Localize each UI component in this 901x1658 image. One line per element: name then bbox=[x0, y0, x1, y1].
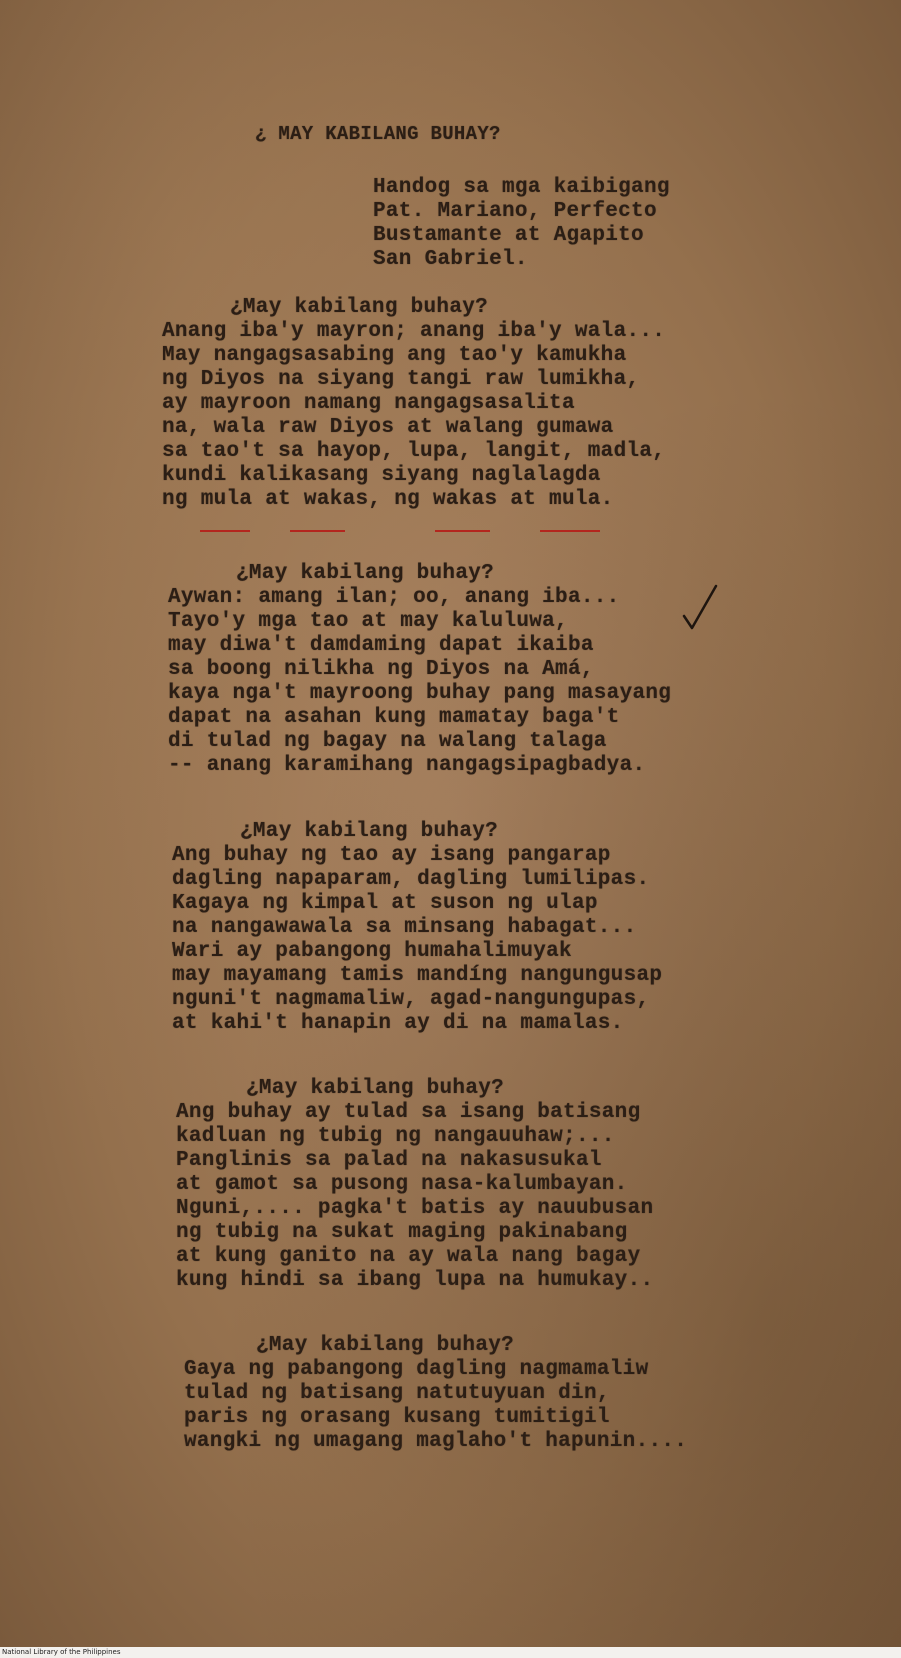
verse-line: at kahi't hanapin ay di na mamalas. bbox=[172, 1012, 624, 1035]
verse-line: Ang buhay ay tulad sa isang batisang bbox=[176, 1101, 641, 1124]
stanza-question: ¿May kabilang buhay? bbox=[230, 296, 489, 319]
stanza-2 bbox=[168, 562, 671, 778]
verse-line: ng Diyos na siyang tangi raw lumikha, bbox=[162, 368, 640, 391]
verse-line: Ang buhay ng tao ay isang pangarap bbox=[172, 844, 611, 867]
verse-line: dapat na asahan kung mamatay baga't bbox=[168, 706, 620, 729]
verse-line: Panglinis sa palad na nakasusukal bbox=[176, 1149, 602, 1172]
stanza-5 bbox=[184, 1334, 687, 1454]
verse-line: nguni't nagmamaliw, agad-nangungupas, bbox=[172, 988, 650, 1011]
verse-line: may mayamang tamis mandíng nangungusap bbox=[172, 964, 663, 987]
verse-line: Anang iba'y mayron; anang iba'y wala... bbox=[162, 320, 666, 343]
verse-line: Aywan: amang ilan; oo, anang iba... bbox=[168, 586, 620, 609]
stanza-question: ¿May kabilang buhay? bbox=[246, 1077, 505, 1100]
verse-line: na, wala raw Diyos at walang gumawa bbox=[162, 416, 614, 439]
verse-line: Nguni,.... pagka't batis ay nauubusan bbox=[176, 1197, 654, 1220]
verse-line: kundi kalikasang siyang naglalagda bbox=[162, 464, 601, 487]
verse-line: kadluan ng tubig ng nangauuhaw;... bbox=[176, 1125, 615, 1148]
verse-line: sa boong nilikha ng Diyos na Amá, bbox=[168, 658, 594, 681]
verse-line: wangki ng umagang maglaho't hapunin.... bbox=[184, 1430, 688, 1453]
dedication-line: Handog sa mga kaibigang bbox=[373, 176, 670, 199]
footer-bar bbox=[0, 1647, 901, 1658]
verse-line: Tayo'y mga tao at may kaluluwa, bbox=[168, 610, 568, 633]
verse-line: May nangagsasabing ang tao'y kamukha bbox=[162, 344, 627, 367]
verse-line: at kung ganito na ay wala nang bagay bbox=[176, 1245, 641, 1268]
verse-line: ay mayroon namang nangagsasalita bbox=[162, 392, 575, 415]
stanza-question: ¿May kabilang buhay? bbox=[236, 562, 495, 585]
verse-line: may diwa't damdaming dapat ikaiba bbox=[168, 634, 594, 657]
verse-line: ng mula at wakas, ng wakas at mula. bbox=[162, 488, 614, 511]
verse-line: Wari ay pabangong humahalimuyak bbox=[172, 940, 572, 963]
verse-line: kaya nga't mayroong buhay pang masayang bbox=[168, 682, 672, 705]
verse-line: Kagaya ng kimpal at suson ng ulap bbox=[172, 892, 598, 915]
verse-line: at gamot sa pusong nasa-kalumbayan. bbox=[176, 1173, 628, 1196]
dedication-line: Bustamante at Agapito bbox=[373, 224, 644, 247]
dedication-line: San Gabriel. bbox=[373, 248, 528, 271]
stanza-question: ¿May kabilang buhay? bbox=[256, 1334, 515, 1357]
verse-line: tulad ng batisang natutuyuan din, bbox=[184, 1382, 610, 1405]
stanza-question: ¿May kabilang buhay? bbox=[240, 820, 499, 843]
verse-line: di tulad ng bagay na walang talaga bbox=[168, 730, 607, 753]
verse-line: kung hindi sa ibang lupa na humukay.. bbox=[176, 1269, 654, 1292]
checkmark-icon bbox=[680, 582, 720, 632]
verse-line: dagling napaparam, dagling lumilipas. bbox=[172, 868, 650, 891]
verse-line: -- anang karamihang nangagsipagbadya. bbox=[168, 754, 646, 777]
stanza-4 bbox=[176, 1077, 653, 1293]
stanza-3 bbox=[172, 820, 662, 1036]
verse-line: paris ng orasang kusang tumitigil bbox=[184, 1406, 610, 1429]
verse-line: ng tubig na sukat maging pakinabang bbox=[176, 1221, 628, 1244]
poem-title: ¿ MAY KABILANG BUHAY? bbox=[255, 123, 501, 145]
footer-credit: National Library of the Philippines bbox=[2, 1648, 121, 1656]
verse-line: Gaya ng pabangong dagling nagmamaliw bbox=[184, 1358, 649, 1381]
verse-line: sa tao't sa hayop, lupa, langit, madla, bbox=[162, 440, 666, 463]
dedication-line: Pat. Mariano, Perfecto bbox=[373, 200, 657, 223]
verse-line: na nangawawala sa minsang habagat... bbox=[172, 916, 637, 939]
